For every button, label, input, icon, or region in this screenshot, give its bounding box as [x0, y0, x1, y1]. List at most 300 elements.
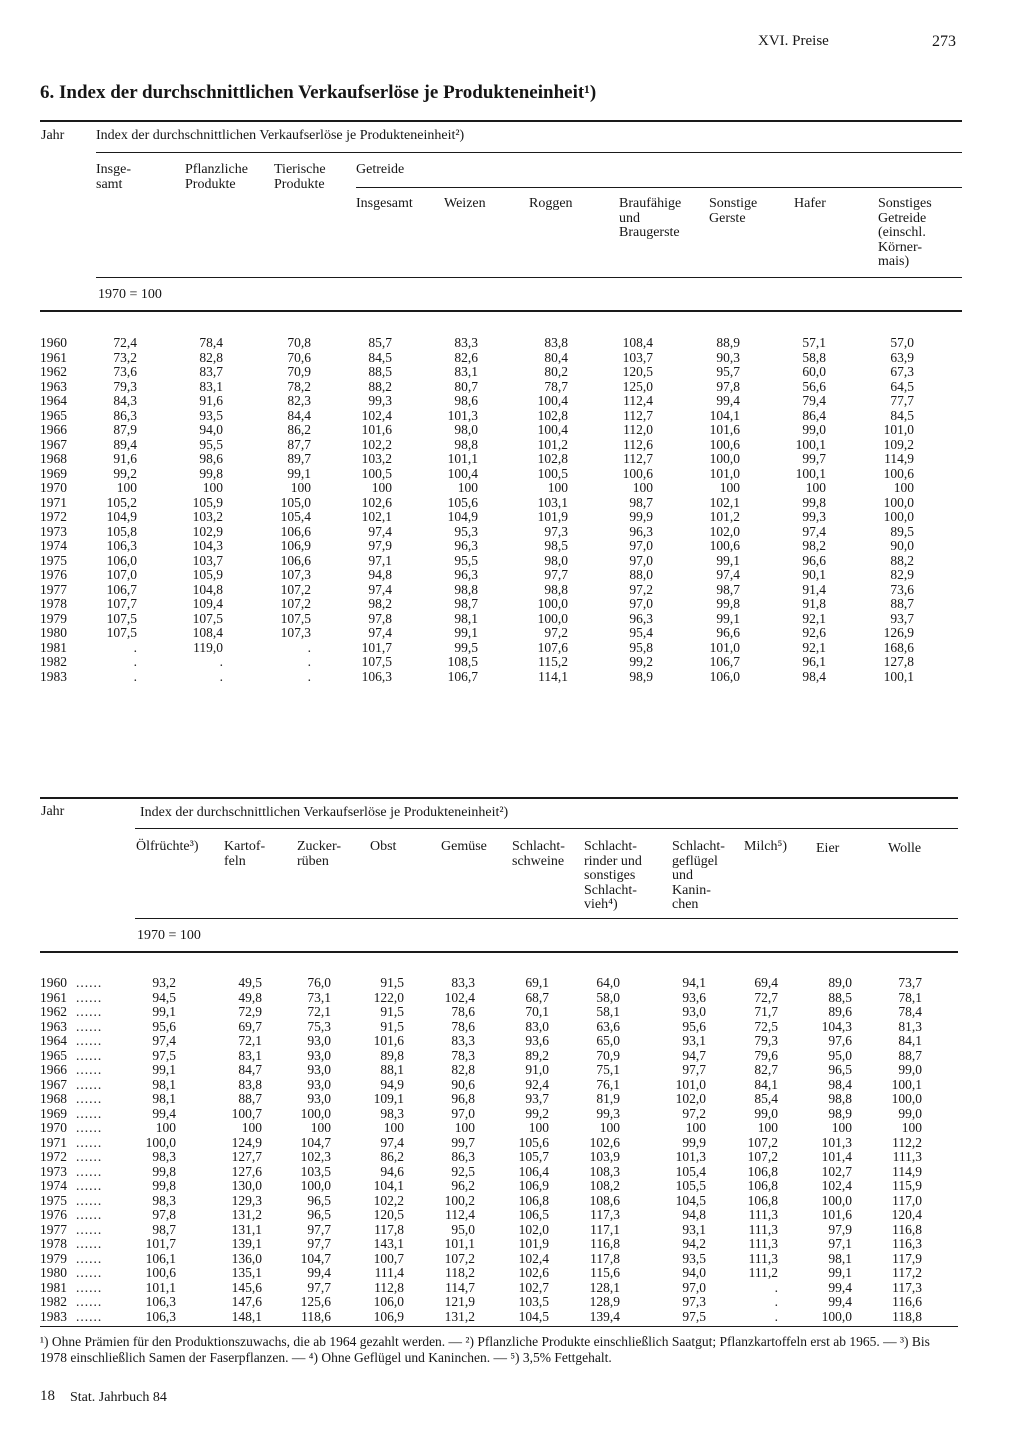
value-cell: 109,2	[883, 436, 914, 452]
value-cell: 78,3	[451, 1047, 475, 1063]
year-cell: 1964	[40, 1033, 67, 1048]
value-cell: 102,7	[518, 1279, 549, 1295]
table-row	[0, 423, 1024, 438]
value-cell: 82,9	[890, 567, 914, 582]
value-cell: 97,0	[629, 552, 653, 568]
year-cell: 1976	[40, 567, 67, 582]
value-cell: 106,8	[747, 1192, 778, 1208]
value-cell: 106,8	[747, 1163, 778, 1179]
year-cell: 1968	[40, 451, 67, 466]
value-cell: 69,1	[525, 975, 549, 990]
table-row	[0, 655, 1024, 670]
value-cell: 90,3	[716, 349, 740, 365]
value-cell: 98,7	[716, 581, 740, 597]
value-cell: 97,7	[544, 567, 568, 582]
value-cell: 77,7	[890, 393, 914, 408]
value-cell: 95,3	[454, 523, 478, 539]
value-cell: 131,2	[231, 1207, 262, 1222]
value-cell: 97,7	[307, 1236, 331, 1251]
value-cell: 101,0	[675, 1076, 706, 1092]
value-cell: 99,3	[802, 509, 826, 524]
value-cell: 91,0	[525, 1062, 549, 1077]
value-cell: 104,9	[447, 509, 478, 524]
value-cell: 98,2	[802, 538, 826, 553]
value-cell: 99,1	[152, 1004, 176, 1019]
value-cell: 99,2	[113, 465, 137, 481]
table1-getreide-header: Getreide	[356, 162, 405, 177]
value-cell: 107,6	[537, 639, 568, 655]
value-cell: 98,1	[828, 1250, 852, 1266]
value-cell: 104,7	[300, 1134, 331, 1150]
value-cell: 100,4	[447, 465, 478, 481]
value-cell: 115,9	[892, 1178, 922, 1193]
value-cell: 106,5	[518, 1207, 549, 1222]
table-row	[0, 351, 1024, 366]
value-cell: 99,9	[682, 1134, 706, 1150]
value-cell: 58,8	[802, 349, 826, 365]
value-cell: 57,1	[802, 335, 826, 350]
value-cell: 91,5	[380, 975, 404, 990]
value-cell: 100,6	[709, 436, 740, 452]
value-cell: 100,0	[821, 1308, 852, 1324]
value-cell: 116,6	[892, 1294, 922, 1309]
value-cell: 99,8	[716, 596, 740, 611]
leader-dots: ......	[76, 1279, 103, 1295]
value-cell: 99,4	[828, 1294, 852, 1309]
table1-group-rule	[96, 152, 962, 153]
table-row	[0, 1237, 1024, 1252]
value-cell: 96,5	[307, 1207, 331, 1222]
table-row	[0, 1063, 1024, 1078]
value-cell: 100	[241, 1120, 262, 1135]
value-cell: 93,6	[682, 989, 706, 1005]
value-cell: 100	[371, 480, 392, 495]
value-cell: 98,2	[368, 596, 392, 611]
value-cell: 107,5	[280, 610, 311, 626]
value-cell: 128,9	[589, 1294, 620, 1309]
value-cell: 95,6	[682, 1018, 706, 1034]
year-cell: 1978	[40, 596, 67, 611]
value-cell: 93,0	[682, 1004, 706, 1019]
table-row	[0, 1252, 1024, 1267]
value-cell: 98,7	[152, 1221, 176, 1237]
value-cell: 88,5	[828, 989, 852, 1005]
value-cell: 94,1	[682, 975, 706, 990]
value-cell: 118,8	[892, 1308, 922, 1324]
value-cell: 70,1	[525, 1004, 549, 1019]
value-cell: 97,3	[682, 1294, 706, 1309]
value-cell: 108,5	[447, 654, 478, 669]
value-cell: 88,5	[368, 364, 392, 379]
year-cell: 1960	[40, 975, 67, 990]
value-cell: 100,0	[891, 1091, 922, 1106]
value-cell: 100,0	[300, 1178, 331, 1193]
value-cell: 100	[454, 1120, 475, 1135]
value-cell: 98,6	[454, 393, 478, 408]
value-cell: 101,2	[537, 436, 568, 452]
value-cell: 103,5	[300, 1163, 331, 1179]
table1-col-header: Sonstige Gerste	[709, 196, 758, 226]
value-cell: 84,3	[113, 393, 137, 408]
value-cell: 64,0	[596, 975, 620, 990]
table-row	[0, 1266, 1024, 1281]
value-cell: 82,8	[199, 349, 223, 365]
table-title: 6. Index der durchschnittlichen Verkaufserlöse je Produkteneinheit¹)	[40, 82, 597, 103]
table-row	[0, 612, 1024, 627]
value-cell: .	[774, 1279, 778, 1295]
leader-dots: ......	[76, 1265, 103, 1280]
value-cell: 97,4	[368, 523, 392, 539]
value-cell: 99,3	[596, 1105, 620, 1121]
value-cell: 108,4	[192, 625, 223, 640]
value-cell: 101,6	[361, 422, 392, 437]
table1-top-rule	[40, 120, 962, 122]
value-cell: 99,7	[802, 451, 826, 466]
value-cell: 99,4	[152, 1105, 176, 1121]
leader-dots: ......	[76, 1308, 103, 1324]
value-cell: 78,4	[898, 1004, 922, 1019]
value-cell: 95,8	[629, 639, 653, 655]
value-cell: .	[219, 668, 223, 684]
value-cell: 102,8	[537, 407, 568, 423]
value-cell: 168,6	[883, 639, 914, 655]
value-cell: 117,8	[590, 1250, 620, 1266]
table2-top-rule	[40, 797, 958, 799]
value-cell: 94,0	[682, 1265, 706, 1280]
table2-col-header: Gemüse	[441, 839, 487, 854]
value-cell: 124,9	[231, 1134, 262, 1150]
value-cell: 70,9	[287, 364, 311, 379]
value-cell: 94,7	[682, 1047, 706, 1063]
value-cell: 73,6	[890, 581, 914, 597]
value-cell: 102,3	[300, 1149, 331, 1164]
value-cell: 145,6	[231, 1279, 262, 1295]
value-cell: 84,4	[287, 407, 311, 423]
table1-bottom-rule	[40, 310, 962, 312]
value-cell: 102,2	[373, 1192, 404, 1208]
value-cell: 93,0	[307, 1062, 331, 1077]
value-cell: 84,5	[890, 407, 914, 423]
value-cell: 100	[457, 480, 478, 495]
table2-base-rule	[135, 918, 958, 919]
value-cell: 111,3	[748, 1250, 778, 1266]
value-cell: 135,1	[231, 1265, 262, 1280]
leader-dots: ......	[76, 1120, 103, 1135]
value-cell: 82,7	[754, 1062, 778, 1077]
value-cell: 109,1	[373, 1091, 404, 1106]
value-cell: 105,9	[192, 567, 223, 582]
value-cell: 96,5	[828, 1062, 852, 1077]
value-cell: 114,1	[538, 668, 568, 684]
value-cell: 97,4	[380, 1134, 404, 1150]
value-cell: 97,8	[152, 1207, 176, 1222]
value-cell: 107,5	[192, 610, 223, 626]
value-cell: 100,0	[300, 1105, 331, 1121]
leader-dots: ......	[76, 1076, 103, 1092]
value-cell: 102,6	[589, 1134, 620, 1150]
value-cell: 78,7	[544, 378, 568, 394]
value-cell: 63,6	[596, 1018, 620, 1034]
table2-col-header: Schlacht- rinder und sonstiges Schlacht- vieh⁴)	[584, 839, 642, 912]
value-cell: 87,7	[287, 436, 311, 452]
value-cell: 99,0	[898, 1062, 922, 1077]
value-cell: 106,8	[518, 1192, 549, 1208]
value-cell: 98,1	[152, 1091, 176, 1106]
table-row	[0, 641, 1024, 656]
value-cell: 102,8	[537, 451, 568, 466]
value-cell: 86,2	[380, 1149, 404, 1164]
value-cell: 98,4	[828, 1076, 852, 1092]
year-cell: 1976	[40, 1207, 67, 1222]
leader-dots: ......	[76, 1105, 103, 1121]
table2-base-label: 1970 = 100	[137, 928, 201, 943]
value-cell: 97,5	[682, 1308, 706, 1324]
value-cell: 73,1	[307, 989, 331, 1005]
year-cell: 1975	[40, 1192, 67, 1208]
value-cell: 105,7	[518, 1149, 549, 1164]
value-cell: 101,1	[145, 1279, 176, 1295]
value-cell: 104,9	[106, 509, 137, 524]
value-cell: 95,7	[716, 364, 740, 379]
value-cell: 98,7	[629, 494, 653, 510]
value-cell: 104,1	[709, 407, 740, 423]
value-cell: 97,7	[307, 1221, 331, 1237]
value-cell: 98,4	[802, 668, 826, 684]
value-cell: 78,6	[451, 1018, 475, 1034]
year-cell: 1967	[40, 436, 67, 452]
table-row	[0, 1179, 1024, 1194]
value-cell: 102,4	[361, 407, 392, 423]
value-cell: 96,8	[451, 1091, 475, 1106]
table-row	[0, 1223, 1024, 1238]
value-cell: 88,0	[629, 567, 653, 582]
value-cell: 88,1	[380, 1062, 404, 1077]
value-cell: 68,7	[525, 989, 549, 1005]
value-cell: 79,6	[754, 1047, 778, 1063]
value-cell: 105,4	[675, 1163, 706, 1179]
value-cell: 89,8	[380, 1047, 404, 1063]
value-cell: 107,2	[747, 1149, 778, 1164]
value-cell: 96,3	[629, 610, 653, 626]
year-cell: 1974	[40, 538, 67, 553]
year-cell: 1980	[40, 1265, 67, 1280]
value-cell: .	[219, 654, 223, 669]
value-cell: 99,2	[525, 1105, 549, 1121]
year-cell: 1966	[40, 422, 67, 437]
value-cell: 100,0	[883, 509, 914, 524]
value-cell: 94,2	[682, 1236, 706, 1251]
table2-group-header: Index der durchschnittlichen Verkaufserlöse je Produkteneinheit²)	[140, 805, 509, 820]
value-cell: 64,5	[890, 378, 914, 394]
year-cell: 1983	[40, 1308, 67, 1324]
value-cell: 99,2	[629, 654, 653, 669]
value-cell: 81,3	[898, 1018, 922, 1034]
footer-page-number: 18	[40, 1388, 55, 1404]
value-cell: 107,3	[280, 567, 311, 582]
value-cell: 100,1	[891, 1076, 922, 1092]
value-cell: 111,3	[748, 1207, 778, 1222]
value-cell: 99,1	[716, 610, 740, 626]
table2-col-header: Schlacht- schweine	[512, 839, 565, 869]
value-cell: 104,5	[518, 1308, 549, 1324]
value-cell: 117,3	[590, 1207, 620, 1222]
value-cell: 86,3	[451, 1149, 475, 1164]
value-cell: 89,6	[828, 1004, 852, 1019]
value-cell: 100,5	[537, 465, 568, 481]
value-cell: 101,9	[537, 509, 568, 524]
value-cell: 78,4	[199, 335, 223, 350]
value-cell: 93,0	[307, 1047, 331, 1063]
table-row	[0, 510, 1024, 525]
value-cell: 103,9	[589, 1149, 620, 1164]
value-cell: 143,1	[373, 1236, 404, 1251]
value-cell: 78,2	[287, 378, 311, 394]
table-row	[0, 1150, 1024, 1165]
table-row	[0, 467, 1024, 482]
value-cell: 75,1	[596, 1062, 620, 1077]
value-cell: 94,6	[380, 1163, 404, 1179]
value-cell: 98,8	[544, 581, 568, 597]
table2-col-header: Ölfrüchte³)	[136, 839, 199, 854]
value-cell: .	[133, 668, 137, 684]
value-cell: 107,2	[280, 596, 311, 611]
value-cell: 107,5	[106, 625, 137, 640]
year-cell: 1961	[40, 349, 67, 365]
value-cell: 112,0	[623, 422, 653, 437]
value-cell: 94,8	[682, 1207, 706, 1222]
value-cell: 100,1	[795, 465, 826, 481]
value-cell: 98,8	[454, 436, 478, 452]
year-cell: 1982	[40, 1294, 67, 1309]
value-cell: 90,6	[451, 1076, 475, 1092]
value-cell: 116,8	[590, 1236, 620, 1251]
table-row	[0, 539, 1024, 554]
table-row	[0, 1310, 1024, 1325]
value-cell: 101,7	[361, 639, 392, 655]
value-cell: 100	[805, 480, 826, 495]
value-cell: 97,1	[828, 1236, 852, 1251]
value-cell: 93,6	[525, 1033, 549, 1048]
year-cell: 1970	[40, 1120, 67, 1135]
value-cell: 96,5	[307, 1192, 331, 1208]
table1-col-header: Hafer	[794, 196, 826, 211]
value-cell: 69,4	[754, 975, 778, 990]
value-cell: 114,7	[445, 1279, 475, 1295]
table-row	[0, 365, 1024, 380]
value-cell: 106,9	[373, 1308, 404, 1324]
value-cell: 106,7	[709, 654, 740, 669]
value-cell: 99,0	[802, 422, 826, 437]
value-cell: 99,4	[307, 1265, 331, 1280]
value-cell: 107,2	[747, 1134, 778, 1150]
year-cell: 1963	[40, 378, 67, 394]
value-cell: 90,0	[890, 538, 914, 553]
value-cell: 97,4	[802, 523, 826, 539]
value-cell: 130,0	[231, 1178, 262, 1193]
table-row	[0, 1078, 1024, 1093]
value-cell: 93,7	[525, 1091, 549, 1106]
value-cell: 80,2	[544, 364, 568, 379]
value-cell: 131,2	[444, 1308, 475, 1324]
value-cell: 127,6	[231, 1163, 262, 1179]
value-cell: 95,4	[629, 625, 653, 640]
value-cell: 79,3	[754, 1033, 778, 1048]
value-cell: 93,2	[152, 975, 176, 990]
value-cell: 99,1	[828, 1265, 852, 1280]
value-cell: 101,9	[518, 1236, 549, 1251]
year-cell: 1965	[40, 1047, 67, 1063]
value-cell: 101,3	[447, 407, 478, 423]
value-cell: 100	[155, 1120, 176, 1135]
value-cell: 106,6	[280, 523, 311, 539]
value-cell: 71,7	[754, 1004, 778, 1019]
value-cell: 91,8	[802, 596, 826, 611]
value-cell: 82,3	[287, 393, 311, 408]
value-cell: 101,0	[883, 422, 914, 437]
value-cell: 99,0	[754, 1105, 778, 1121]
value-cell: 91,4	[802, 581, 826, 597]
value-cell: 89,2	[525, 1047, 549, 1063]
value-cell: 79,4	[802, 393, 826, 408]
table-row	[0, 670, 1024, 685]
value-cell: 100,1	[883, 668, 914, 684]
year-cell: 1971	[40, 1134, 67, 1150]
value-cell: 102,4	[821, 1178, 852, 1193]
value-cell: 97,5	[152, 1047, 176, 1063]
value-cell: 97,9	[828, 1221, 852, 1237]
year-cell: 1972	[40, 1149, 67, 1164]
value-cell: 98,1	[152, 1076, 176, 1092]
year-cell: 1981	[40, 1279, 67, 1295]
value-cell: 100,0	[883, 494, 914, 510]
value-cell: 83,3	[451, 975, 475, 990]
table-row	[0, 1194, 1024, 1209]
value-cell: 102,0	[518, 1221, 549, 1237]
value-cell: 95,0	[451, 1221, 475, 1237]
value-cell: 97,4	[368, 581, 392, 597]
value-cell: .	[774, 1308, 778, 1324]
value-cell: 76,1	[596, 1076, 620, 1092]
footnotes: ¹) Ohne Prämien für den Produktionszuwachs, die ab 1964 gezahlt werden. — ²) Pflanzliche Produkte einschließlich Saatgut; Pflanzkartoffeln erst ab 1965. — ³) Bis 1978 einschließlich Samen der Faserpflanzen. — ⁴) Ohne Geflügel und Kaninchen. — ⁵) 3,5% Fettgehalt.	[40, 1334, 930, 1365]
value-cell: 98,7	[454, 596, 478, 611]
leader-dots: ......	[76, 1178, 103, 1193]
value-cell: 102,0	[709, 523, 740, 539]
leader-dots: ......	[76, 1033, 103, 1048]
year-cell: 1973	[40, 523, 67, 539]
value-cell: 86,3	[113, 407, 137, 423]
table2-year-header: Jahr	[41, 804, 65, 819]
value-cell: 100	[116, 480, 137, 495]
value-cell: 72,7	[754, 989, 778, 1005]
value-cell: 103,7	[622, 349, 653, 365]
value-cell: 102,2	[361, 436, 392, 452]
table1-col-header: Pflanzliche Produkte	[185, 162, 248, 192]
table-row	[0, 1005, 1024, 1020]
value-cell: 128,1	[589, 1279, 620, 1295]
leader-dots: ......	[76, 1091, 103, 1106]
value-cell: 100	[632, 480, 653, 495]
table1-base-label: 1970 = 100	[98, 287, 162, 302]
value-cell: 98,3	[152, 1149, 176, 1164]
value-cell: 106,3	[145, 1294, 176, 1309]
value-cell: 116,8	[892, 1221, 922, 1237]
value-cell: 100,0	[821, 1192, 852, 1208]
value-cell: 99,1	[287, 465, 311, 481]
year-cell: 1962	[40, 1004, 67, 1019]
value-cell: 63,9	[890, 349, 914, 365]
value-cell: 94,5	[152, 989, 176, 1005]
year-cell: 1977	[40, 581, 67, 597]
